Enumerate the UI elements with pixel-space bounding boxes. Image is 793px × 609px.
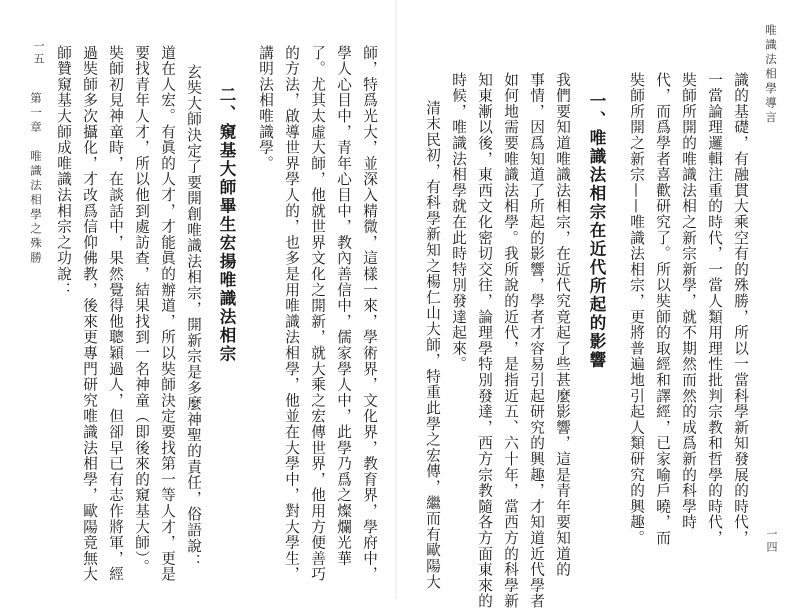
text-column: 清末民初，有科學新知之楊仁山大師，特重此學之宏傳，繼而有歐陽大	[424, 100, 441, 590]
text-column: 學人心目中，青年心目中，教內善信中，儒家學人中，此學乃爲之燦爛光華	[335, 45, 352, 567]
text-column: 師贊窺基大師成唯識法相宗之功說：	[55, 45, 72, 298]
page-gutter	[395, 0, 397, 599]
text-column: 要找青年人才，所以他到處訪查，結果找到一名神童（即後來的窺基大師）。	[133, 45, 150, 575]
text-column: 我們要知道唯識法相宗，在近代究竟起了些甚麼影響，這是青年要知道的	[554, 72, 571, 578]
text-column: 如何地需要唯識法相學。我所說的近代，是指近五、六十年，當西方的科學新	[502, 72, 519, 609]
text-column: 奘師初見神童時，在談話中，果然覺得他聰穎過人，但卻早已有志作將軍，經	[107, 45, 124, 583]
right-page-number: 一四	[765, 528, 778, 554]
text-column: 代，而爲學者喜歡研究了。所以奘師的取經和譯經，已家喻戶曉，而	[654, 72, 671, 546]
text-column: 過奘師多次攝化，才改爲信仰佛教，後來更專門研究唯識法相學，歐陽竟無大	[81, 45, 98, 583]
text-column: 知東漸以後，東西文化密切交往，論理學特別發達，西方宗教隨各方面東來的	[476, 72, 493, 609]
text-column: 玄奘大師決定了要開創唯識法相宗，開新宗是多麼神聖的責任，俗語說：	[185, 64, 202, 570]
text-column: 講明法相唯識學。	[257, 45, 274, 172]
text-column: 識的基礎，有融貫大乘空有的殊勝，所以一當科學新知發展的時代，	[732, 72, 749, 546]
text-column: 事情，因爲知道了所起的影響，學者才容易引起研究的興趣，才知道近代學者	[528, 72, 545, 609]
left-page-number: 一五	[32, 40, 45, 66]
text-column: 道在人宏。有眞的人才，才能眞的辦道，所以奘師決定要找第一等人才，更是	[159, 45, 176, 583]
text-column: 一當論理邏輯注重的時代，一當人類用理性批判宗教和哲學的時代，	[706, 72, 723, 546]
text-column: 師，特爲光大，並深入精微，這樣一來，學術界，文化界，教育界，學府中，	[361, 45, 378, 583]
section-heading: 一、唯識法相宗在近代所起的影響	[587, 92, 606, 370]
text-column: 奘師所開的唯識法相之新宗新學，就不期然而然的成爲新的科學時	[680, 72, 697, 531]
text-column: 奘師所開之新宗——唯識法相宗，更將普遍地引起人類研究的興趣。	[628, 72, 645, 546]
text-column: 時候，唯識法相學就在此時特別發達起來。	[450, 72, 467, 373]
right-running-head: 唯識法相學導言	[764, 24, 778, 126]
text-column: 了。尤其太虛大師，他就世界文化之開新，就大乘之宏傳世界，他用方便善巧	[309, 45, 326, 583]
text-column: 的方法，啟導世界學人的，也多是用唯識法相學，他並在大學中，對大學生，	[283, 45, 300, 583]
left-running-head: 第一章 唯識法相學之殊勝	[29, 92, 43, 266]
section-heading: 二、窺基大師畢生宏揚唯識法相宗	[217, 86, 236, 364]
